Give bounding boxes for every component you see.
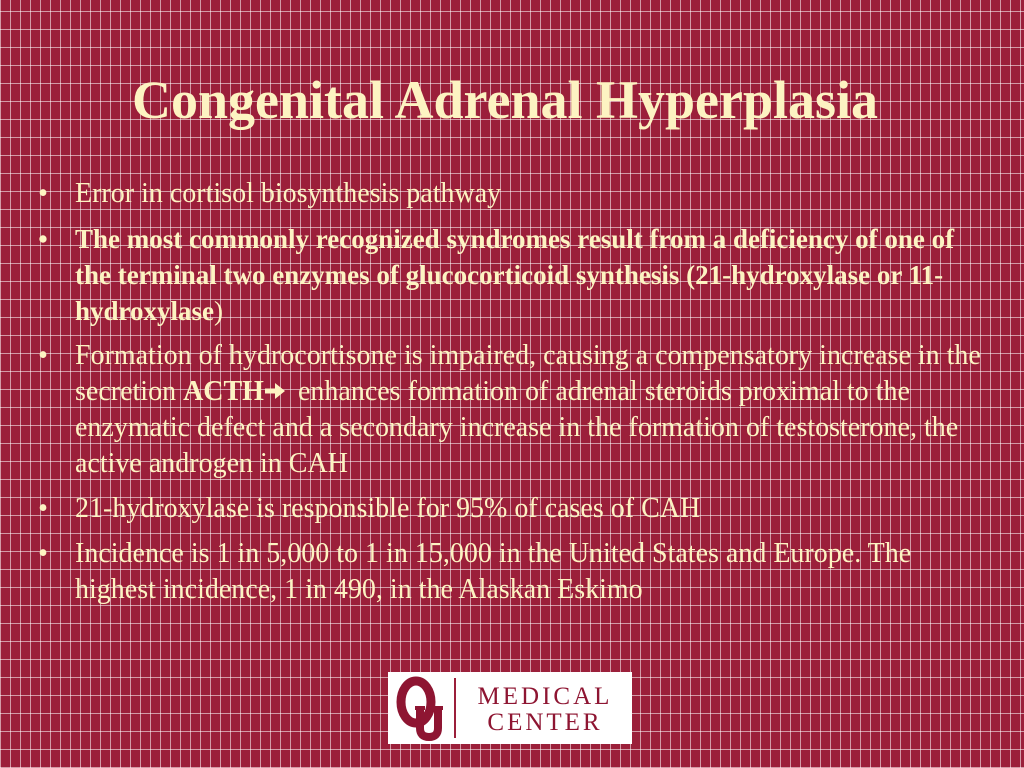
bullet-dot: •	[38, 224, 48, 254]
bullet-tail-text: )	[214, 296, 224, 326]
logo-divider	[454, 678, 456, 738]
bullet-bold-text: The most commonly recognized syndromes result from a deficiency of one of the terminal two enzymes of glucocorticoid synthesis (21-hydroxylase or 11-hydroxylase	[75, 224, 955, 326]
bullet-text: Error in cortisol biosynthesis pathway	[75, 178, 502, 209]
bullet-item-2	[28, 221, 988, 329]
bullet-text-before: Formation of hydrocortisone is impaired, causing a compensatory increase in the secretion	[75, 340, 981, 407]
ou-medical-center-logo	[388, 672, 632, 744]
bullet-item-1	[28, 176, 988, 212]
bullet-dot: •	[38, 340, 48, 371]
bullet-item-5	[28, 536, 988, 608]
bullet-text: Incidence is 1 in 5,000 to 1 in 15,000 in the United States and Europe. The highest incidence, 1 in 490, in the Alaskan Eskimo	[75, 538, 912, 605]
ou-logo-mark-icon	[390, 674, 450, 742]
bullet-dot: •	[38, 493, 48, 524]
bullet-list	[28, 176, 988, 617]
bullet-text: 21-hydroxylase is responsible for 95% of cases of CAH	[75, 493, 701, 524]
bullet-dot: •	[38, 538, 48, 569]
right-arrow-icon	[264, 380, 286, 402]
bullet-dot: •	[38, 178, 48, 209]
logo-text-medical: MEDICAL	[477, 683, 613, 710]
bullet-item-3	[28, 338, 988, 482]
bullet-text-after: enhances formation of adrenal steroids proximal to the enzymatic defect and a secondary increase in the formation of testosterone, the active androgen in CAH	[75, 376, 959, 479]
bullet-item-4	[28, 491, 988, 527]
acth-term: ACTH	[183, 376, 264, 407]
slide-title: Congenital Adrenal Hyperplasia	[131, 70, 879, 130]
logo-text-center: CENTER	[487, 709, 603, 736]
